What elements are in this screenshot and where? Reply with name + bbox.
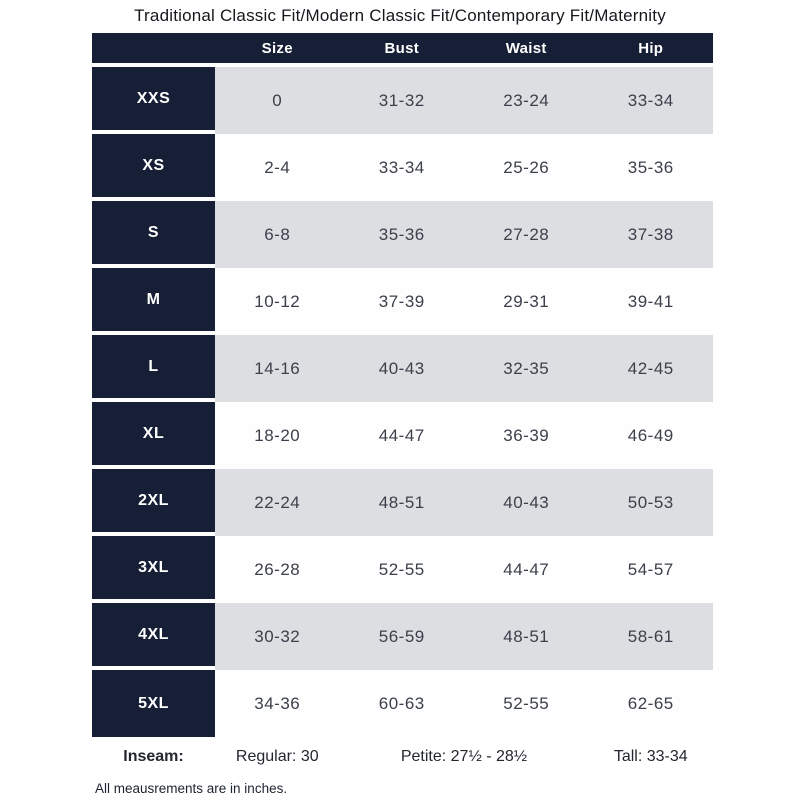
cell-hip: 50-53 [627, 492, 674, 512]
cell-bust: 56-59 [378, 626, 425, 646]
inseam-row [92, 744, 713, 770]
cell-size-range: 14-16 [254, 358, 301, 378]
header-corner-spacer [92, 33, 215, 63]
table-row [92, 335, 713, 402]
cell-size-range: 34-36 [254, 693, 301, 713]
cell-size-range: 10-12 [254, 291, 301, 311]
cell-waist: 52-55 [503, 693, 550, 713]
cell-bust: 37-39 [378, 291, 425, 311]
row-values [215, 67, 713, 134]
cell-bust: 44-47 [378, 425, 425, 445]
inseam-petite-value: Petite: 27½ - 28½ [400, 748, 528, 765]
table-row [92, 67, 713, 134]
row-values [215, 469, 713, 536]
column-header-waist: Waist [505, 39, 547, 57]
cell-bust: 35-36 [378, 224, 425, 244]
table-header-row [92, 33, 713, 63]
cell-size-range: 18-20 [254, 425, 301, 445]
cell-size-range: 2-4 [264, 157, 291, 177]
row-values [215, 335, 713, 402]
cell-size-range: 0 [272, 90, 283, 110]
cell-bust: 40-43 [378, 358, 425, 378]
row-values [215, 268, 713, 335]
page-title: Traditional Classic Fit/Modern Classic Fit/Contemporary Fit/Maternity [134, 6, 666, 25]
cell-bust: 33-34 [378, 157, 425, 177]
inseam-label: Inseam: [123, 748, 184, 765]
cell-hip: 54-57 [627, 559, 674, 579]
inseam-tall-value: Tall: 33-34 [613, 748, 688, 765]
column-header-size: Size [261, 39, 293, 57]
table-row [92, 603, 713, 670]
size-label: 4XL [92, 603, 215, 670]
cell-size-range: 6-8 [264, 224, 291, 244]
column-header-bust: Bust [384, 39, 420, 57]
inseam-regular-value: Regular: 30 [235, 748, 319, 765]
cell-hip: 33-34 [627, 90, 674, 110]
size-label: 3XL [92, 536, 215, 603]
size-label: 5XL [92, 670, 215, 737]
row-values [215, 536, 713, 603]
cell-size-range: 30-32 [254, 626, 301, 646]
cell-size-range: 26-28 [254, 559, 301, 579]
table-row [92, 536, 713, 603]
table-row [92, 469, 713, 536]
cell-hip: 42-45 [627, 358, 674, 378]
size-label: XL [92, 402, 215, 469]
cell-waist: 25-26 [503, 157, 550, 177]
cell-waist: 32-35 [503, 358, 550, 378]
cell-hip: 39-41 [627, 291, 674, 311]
row-values [215, 201, 713, 268]
row-values [215, 402, 713, 469]
cell-hip: 62-65 [627, 693, 674, 713]
size-label: M [92, 268, 215, 335]
row-values [215, 134, 713, 201]
table-row [92, 268, 713, 335]
cell-bust: 52-55 [378, 559, 425, 579]
cell-hip: 46-49 [627, 425, 674, 445]
row-values [215, 603, 713, 670]
size-label: XXS [92, 67, 215, 134]
size-chart-table [92, 33, 713, 737]
table-row [92, 134, 713, 201]
cell-waist: 48-51 [503, 626, 550, 646]
cell-bust: 31-32 [378, 90, 425, 110]
column-header-hip: Hip [638, 39, 664, 57]
cell-waist: 40-43 [503, 492, 550, 512]
table-row [92, 670, 713, 737]
cell-waist: 44-47 [503, 559, 550, 579]
cell-bust: 60-63 [378, 693, 425, 713]
row-values [215, 670, 713, 737]
cell-size-range: 22-24 [254, 492, 301, 512]
cell-waist: 29-31 [503, 291, 550, 311]
cell-waist: 23-24 [503, 90, 550, 110]
size-label: 2XL [92, 469, 215, 536]
cell-bust: 48-51 [378, 492, 425, 512]
table-row [92, 201, 713, 268]
cell-waist: 36-39 [503, 425, 550, 445]
table-row [92, 402, 713, 469]
cell-hip: 35-36 [627, 157, 674, 177]
cell-hip: 37-38 [627, 224, 674, 244]
cell-hip: 58-61 [627, 626, 674, 646]
size-label: XS [92, 134, 215, 201]
cell-waist: 27-28 [503, 224, 550, 244]
size-label: S [92, 201, 215, 268]
size-label: L [92, 335, 215, 402]
measurements-footnote: All meausrements are in inches. [95, 781, 288, 796]
